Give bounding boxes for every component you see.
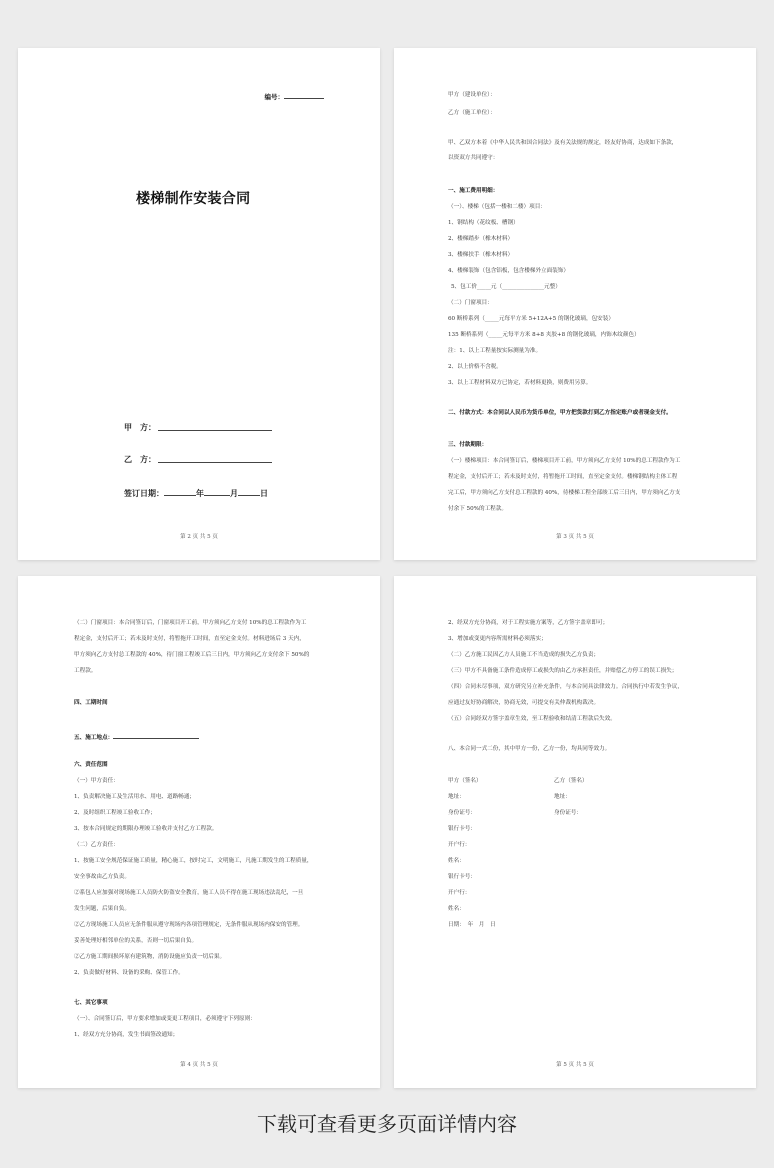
- text-line: 3、以上工程材料双方已协定，若材料更换，则费用另算。: [448, 380, 592, 386]
- page-number: 第 2 页 共 5 页: [180, 534, 218, 540]
- text-line: 八、本合同一式二份，其中甲方一份，乙方一份，均具同等效力。: [448, 746, 611, 752]
- text-line: ②系包人应加强对现场施工人员防火防盗安全教育，施工人员不得在施工现场违法乱纪，一旦: [74, 890, 304, 896]
- text-line: 程定金，支付后开工；若未及时支付，将暂拖开工时间，直至定金支付。材料进场后 3 天内，: [74, 636, 305, 642]
- text-line: 135 断桥系列（_____元每平方米 8+8 夹胶+8 的钢化玻璃，内饰木纹颜色）: [448, 332, 640, 338]
- text-line: 乙方（施工单位）：: [448, 110, 496, 116]
- text-line: 应通过友好协商解决，协商无效，可提交有关仲裁机构裁决。: [448, 700, 600, 706]
- page-number: 第 4 页 共 5 页: [180, 1062, 218, 1068]
- party-a-label: 甲 方：: [124, 423, 156, 432]
- text-line: 付余下 50%的工程款。: [448, 506, 507, 512]
- page-number: 第 3 页 共 5 页: [556, 534, 594, 540]
- text-line: 甲方（建设单位）：: [448, 92, 496, 98]
- text-line: （一）甲方责任：: [74, 778, 119, 784]
- text-line: ②乙方施工期间损坏原有建筑物，消防设施应负责一切后果。: [74, 954, 226, 960]
- section-heading: 一、施工费用明细：: [448, 188, 499, 194]
- sign-left-line: 姓名：: [448, 906, 465, 912]
- text-line: 2、楼梯踏步（橡木材料）: [448, 236, 514, 242]
- text-line: （一）、楼梯（包括一楼和二楼）项目：: [448, 204, 546, 210]
- text-line: 1、钢结构（花纹板、槽钢）: [448, 220, 519, 226]
- text-line: 1、经双方充分协商，发生书面签改通知；: [74, 1032, 179, 1038]
- sign-right-line: 地址：: [554, 794, 571, 800]
- sign-left-line: 身份证号：: [448, 810, 476, 816]
- text-line: 1、负责解决施工及生活用水、用电、道路畅通；: [74, 794, 196, 800]
- text-line: 60 断桥系列（_____元每平方米 5+12A+5 的钢化玻璃，包安装）: [448, 316, 614, 322]
- text-line: （二）乙方施工民因乙方人员施工不当造成的损失乙方负责；: [448, 652, 600, 658]
- section-heading: 四、工期时间: [74, 700, 108, 706]
- sign-left-line: 地址：: [448, 794, 465, 800]
- text-line: 完工后，甲方须向乙方支付总工程款的 40%，待楼梯工程全部竣工后三日内，甲方须向乙方支: [448, 490, 681, 496]
- text-line: 2、及时组织工程竣工验收工作；: [74, 810, 156, 816]
- text-line: （一）楼梯项目：本合同签订后，楼梯项目开工前，甲方须向乙方支付 10%的总工程款作为工: [448, 458, 681, 464]
- text-line: （二）门窗项目：: [448, 300, 493, 306]
- text-line: 4、楼梯装饰（包含铝板，包含楼梯外立面装饰）: [448, 268, 570, 274]
- sign-left-line: 日期： 年 月 日: [448, 922, 496, 928]
- contract-number: 编号：: [265, 92, 325, 101]
- text-line: ②乙方现场施工人员应无条件服从遵守现场内各项管理规定，无条件服从现场内保安的管理。: [74, 922, 304, 928]
- sign-date-row: 签订日期： 年 月 日: [124, 489, 268, 498]
- section-heading: 六、责任范围: [74, 762, 108, 768]
- text-line: 以资双方共同遵守：: [448, 155, 499, 161]
- text-line: 2、负责做好材料、设备的采购、保管工作。: [74, 970, 184, 976]
- text-line: 安全事故由乙方负责。: [74, 874, 130, 880]
- text-line: 注：1、以上工程量按实际测量为准。: [448, 348, 542, 354]
- party-b-label: 乙 方：: [124, 455, 156, 464]
- text-line: （二）门窗项目：本合同签订后，门窗项目开工前，甲方须向乙方支付 10%的总工程款作为工: [74, 620, 307, 626]
- sign-right-line: 乙方（签名）: [554, 778, 588, 784]
- section-heading: 五、施工地点：: [74, 732, 199, 742]
- text-line: （二）乙方责任：: [74, 842, 119, 848]
- contract-title: 楼梯制作安装合同: [136, 191, 251, 207]
- text-line: （四）合同未尽事项，双方研究另立补充条件，与本合同具法律效力。合同执行中若发生争议，: [448, 684, 683, 690]
- sign-left-line: 甲方（签名）: [448, 778, 482, 784]
- contract-page-4: [18, 576, 380, 1088]
- sign-left-line: 开户行：: [448, 890, 471, 896]
- text-line: 甲、乙双方本着《中华人民共和国合同法》及有关法规的规定，经友好协商，达成如下条款，: [448, 140, 678, 146]
- section-heading: 七、其它事项: [74, 1000, 108, 1006]
- text-line: 1、按施工安全规范保证施工质量，精心施工，按时完工，文明施工，凡施工期发生的工程质量，: [74, 858, 313, 864]
- sign-left-line: 开户行：: [448, 842, 471, 848]
- section-heading: 三、付款期限：: [448, 442, 488, 448]
- sign-left-line: 银行卡号：: [448, 826, 476, 832]
- text-line: 程定金，支付后开工；若未及时支付，将暂拖开工时间，直至定金支付。楼梯钢结构主体工程: [448, 474, 678, 480]
- text-line: 甲方须向乙方支付总工程款的 40%，待门窗工程竣工后三日内，甲方须向乙方支付余下 50%的: [74, 652, 310, 658]
- text-line: 2、经双方充分协商，对于工程实施方案等，乙方签字盖章即可；: [448, 620, 609, 626]
- text-line: （三）甲方不具备施工条件造成停工或损失的由乙方承担责任，并赔偿乙方停工的误工损失；: [448, 668, 678, 674]
- page-number: 第 5 页 共 5 页: [556, 1062, 594, 1068]
- text-line: 3、楼梯扶手（橡木材料）: [448, 252, 514, 258]
- section-heading: 二、付款方式：本合同以人民币为货币单位，甲方把货款打到乙方指定账户或者现金支付。: [448, 410, 672, 416]
- text-line: 2、以上价格不含税。: [448, 364, 502, 370]
- text-line: （一）、合同签订后，甲方要求增加或变更工程项目，必须遵守下列原则：: [74, 1016, 256, 1022]
- sign-left-line: 姓名：: [448, 858, 465, 864]
- text-line: 妥善处理好相邻单位的关系，否则一切后果自负。: [74, 938, 198, 944]
- sign-left-line: 银行卡号：: [448, 874, 476, 880]
- text-line: 5、包工价_____元（_______________元整）: [451, 284, 561, 290]
- download-prompt: 下载可查看更多页面详情内容: [257, 1112, 517, 1136]
- text-line: 发生问题，后果自负。: [74, 906, 130, 912]
- sign-right-line: 身份证号：: [554, 810, 582, 816]
- contract-cover-page: [18, 48, 380, 560]
- contract-page-3: [394, 48, 756, 560]
- text-line: （五）合同经双方签字盖章生效，至工程验收和结清工程款后失效。: [448, 716, 616, 722]
- text-line: 3、按本合同规定的期限办理竣工验收并支付乙方工程款。: [74, 826, 218, 832]
- contract-page-5: [394, 576, 756, 1088]
- text-line: 3、增加或变更内容所需材料必须落实；: [448, 636, 547, 642]
- text-line: 工程款。: [74, 668, 97, 674]
